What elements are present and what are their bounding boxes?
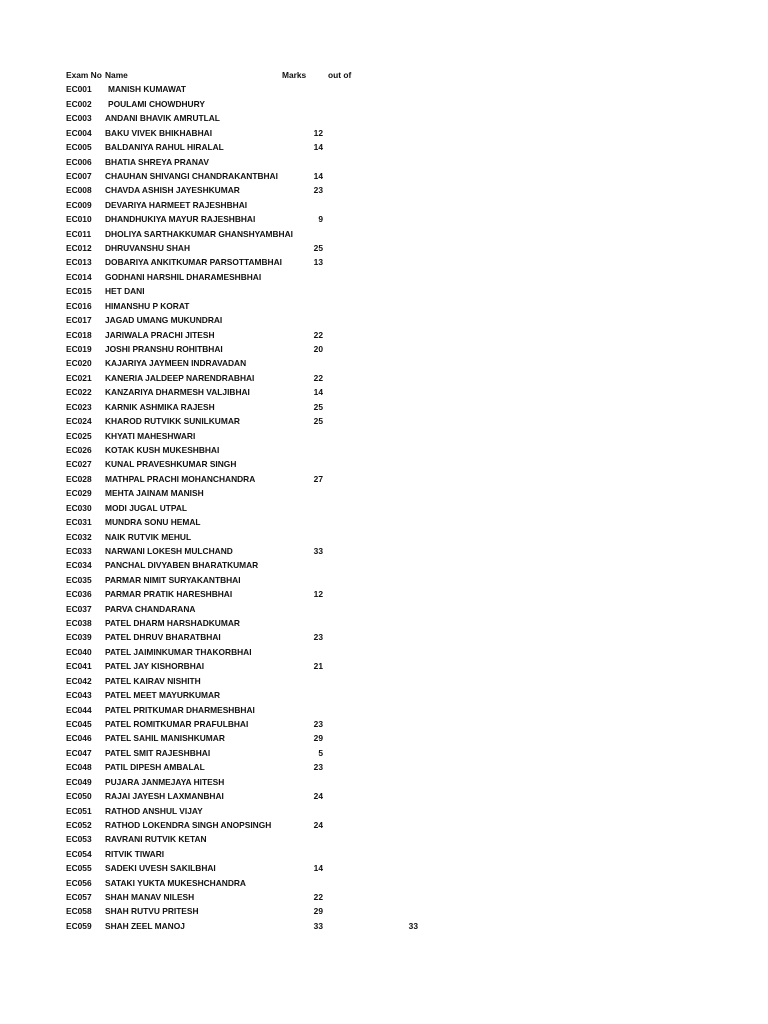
table-row xyxy=(0,385,768,399)
name-cell: PARMAR NIMIT SURYAKANTBHAI xyxy=(105,574,241,585)
name-cell: BALDANIYA RAHUL HIRALAL xyxy=(105,142,224,153)
name-cell: RAJAI JAYESH LAXMANBHAI xyxy=(105,791,224,802)
exam-no-cell: EC057 xyxy=(66,892,92,903)
name-cell: MANISH KUMAWAT xyxy=(108,84,187,95)
marks-cell: 29 xyxy=(313,733,323,744)
exam-no-cell: EC028 xyxy=(66,473,92,484)
name-cell: PATEL DHRUV BHARATBHAI xyxy=(105,632,221,643)
exam-no-cell: EC043 xyxy=(66,690,92,701)
exam-no-cell: EC012 xyxy=(66,243,92,254)
table-row xyxy=(0,342,768,356)
table-row xyxy=(0,155,768,169)
table-row xyxy=(0,630,768,644)
exam-no-cell: EC049 xyxy=(66,776,92,787)
exam-no-cell: EC041 xyxy=(66,661,92,672)
exam-no-cell: EC029 xyxy=(66,488,92,499)
table-row xyxy=(0,97,768,111)
name-cell: CHAVDA ASHISH JAYESHKUMAR xyxy=(105,185,240,196)
name-cell: PATEL PRITKUMAR DHARMESHBHAI xyxy=(105,704,255,715)
exam-no-cell: EC032 xyxy=(66,531,92,542)
header-exam-no: Exam No xyxy=(66,70,102,80)
marks-cell: 14 xyxy=(313,387,323,398)
marks-cell: 29 xyxy=(313,906,323,917)
name-cell: ANDANI BHAVIK AMRUTLAL xyxy=(105,113,220,124)
exam-no-cell: EC018 xyxy=(66,329,92,340)
table-row xyxy=(0,486,768,500)
table-row xyxy=(0,111,768,125)
table-row xyxy=(0,457,768,471)
marks-cell: 24 xyxy=(313,819,323,830)
marks-cell: 33 xyxy=(313,545,323,556)
exam-no-cell: EC024 xyxy=(66,416,92,427)
marks-cell: 14 xyxy=(313,142,323,153)
name-cell: DOBARIYA ANKITKUMAR PARSOTTAMBHAI xyxy=(105,257,282,268)
table-row xyxy=(0,558,768,572)
name-cell: PATIL DIPESH AMBALAL xyxy=(105,762,205,773)
name-cell: SHAH MANAV NILESH xyxy=(105,892,195,903)
table-row xyxy=(0,313,768,327)
name-cell: DHOLIYA SARTHAKKUMAR GHANSHYAMBHAI xyxy=(105,228,293,239)
name-cell: KARNIK ASHMIKA RAJESH xyxy=(105,401,215,412)
exam-no-cell: EC052 xyxy=(66,819,92,830)
name-cell: PATEL JAIMINKUMAR THAKORBHAI xyxy=(105,646,252,657)
table-row xyxy=(0,573,768,587)
exam-no-cell: EC056 xyxy=(66,877,92,888)
table-row xyxy=(0,703,768,717)
exam-no-cell: EC030 xyxy=(66,502,92,513)
exam-no-cell: EC027 xyxy=(66,459,92,470)
header-marks: Marks xyxy=(282,70,307,80)
marks-cell: 9 xyxy=(318,214,323,225)
table-row xyxy=(0,400,768,414)
exam-no-cell: EC055 xyxy=(66,863,92,874)
name-cell: PATEL DHARM HARSHADKUMAR xyxy=(105,618,240,629)
exam-no-cell: EC008 xyxy=(66,185,92,196)
marks-cell: 12 xyxy=(313,589,323,600)
marks-sheet xyxy=(0,68,768,933)
marks-cell: 22 xyxy=(313,329,323,340)
table-row xyxy=(0,861,768,875)
exam-no-cell: EC048 xyxy=(66,762,92,773)
name-cell: POULAMI CHOWDHURY xyxy=(108,98,205,109)
marks-cell: 12 xyxy=(313,127,323,138)
table-row xyxy=(0,371,768,385)
table-row xyxy=(0,429,768,443)
table-row xyxy=(0,183,768,197)
table-row xyxy=(0,126,768,140)
table-row xyxy=(0,890,768,904)
table-row xyxy=(0,530,768,544)
exam-no-cell: EC002 xyxy=(66,98,92,109)
table-row xyxy=(0,328,768,342)
exam-no-cell: EC040 xyxy=(66,646,92,657)
exam-no-cell: EC025 xyxy=(66,430,92,441)
exam-no-cell: EC016 xyxy=(66,300,92,311)
exam-no-cell: EC003 xyxy=(66,113,92,124)
exam-no-cell: EC031 xyxy=(66,517,92,528)
table-row xyxy=(0,674,768,688)
exam-no-cell: EC050 xyxy=(66,791,92,802)
table-row xyxy=(0,688,768,702)
table-row xyxy=(0,140,768,154)
exam-no-cell: EC044 xyxy=(66,704,92,715)
table-row xyxy=(0,241,768,255)
name-cell: SHAH ZEEL MANOJ xyxy=(105,920,185,931)
exam-no-cell: EC009 xyxy=(66,199,92,210)
exam-no-cell: EC037 xyxy=(66,603,92,614)
exam-no-cell: EC047 xyxy=(66,747,92,758)
name-cell: MATHPAL PRACHI MOHANCHANDRA xyxy=(105,473,256,484)
exam-no-cell: EC004 xyxy=(66,127,92,138)
table-row xyxy=(0,746,768,760)
table-row xyxy=(0,472,768,486)
out-of-cell: 33 xyxy=(408,920,418,931)
table-row xyxy=(0,717,768,731)
name-cell: KAJARIYA JAYMEEN INDRAVADAN xyxy=(105,358,247,369)
name-cell: SHAH RUTVU PRITESH xyxy=(105,906,199,917)
exam-no-cell: EC017 xyxy=(66,315,92,326)
exam-no-cell: EC019 xyxy=(66,344,92,355)
name-cell: RAVRANI RUTVIK KETAN xyxy=(105,834,207,845)
name-cell: DHRUVANSHU SHAH xyxy=(105,243,190,254)
marks-cell: 25 xyxy=(313,416,323,427)
table-row xyxy=(0,198,768,212)
exam-no-cell: EC051 xyxy=(66,805,92,816)
name-cell: NAIK RUTVIK MEHUL xyxy=(105,531,192,542)
exam-no-cell: EC058 xyxy=(66,906,92,917)
marks-cell: 5 xyxy=(318,747,323,758)
name-cell: RATHOD ANSHUL VIJAY xyxy=(105,805,203,816)
name-cell: MUNDRA SONU HEMAL xyxy=(105,517,201,528)
table-row xyxy=(0,602,768,616)
name-cell: PARVA CHANDARANA xyxy=(105,603,196,614)
name-cell: PATEL KAIRAV NISHITH xyxy=(105,675,201,686)
exam-no-cell: EC034 xyxy=(66,560,92,571)
exam-no-cell: EC033 xyxy=(66,545,92,556)
name-cell: CHAUHAN SHIVANGI CHANDRAKANTBHAI xyxy=(105,170,278,181)
header-name: Name xyxy=(105,70,128,80)
table-row xyxy=(0,659,768,673)
name-cell: SADEKI UVESH SAKILBHAI xyxy=(105,863,216,874)
exam-no-cell: EC010 xyxy=(66,214,92,225)
name-cell: DEVARIYA HARMEET RAJESHBHAI xyxy=(105,199,248,210)
exam-no-cell: EC039 xyxy=(66,632,92,643)
name-cell: MEHTA JAINAM MANISH xyxy=(105,488,204,499)
name-cell: MODI JUGAL UTPAL xyxy=(105,502,188,513)
name-cell: PUJARA JANMEJAYA HITESH xyxy=(105,776,225,787)
exam-no-cell: EC042 xyxy=(66,675,92,686)
table-row xyxy=(0,919,768,933)
name-cell: BAKU VIVEK BHIKHABHAI xyxy=(105,127,213,138)
table-row xyxy=(0,775,768,789)
exam-no-cell: EC053 xyxy=(66,834,92,845)
name-cell: PANCHAL DIVYABEN BHARATKUMAR xyxy=(105,560,259,571)
marks-cell: 24 xyxy=(313,791,323,802)
table-row xyxy=(0,284,768,298)
name-cell: KHYATI MAHESHWARI xyxy=(105,430,196,441)
table-row xyxy=(0,847,768,861)
exam-no-cell: EC036 xyxy=(66,589,92,600)
table-row xyxy=(0,255,768,269)
table-row xyxy=(0,904,768,918)
table-row xyxy=(0,789,768,803)
name-cell: KANERIA JALDEEP NARENDRABHAI xyxy=(105,372,255,383)
name-cell: KOTAK KUSH MUKESHBHAI xyxy=(105,444,220,455)
table-row xyxy=(0,832,768,846)
name-cell: JAGAD UMANG MUKUNDRAI xyxy=(105,315,223,326)
name-cell: JARIWALA PRACHI JITESH xyxy=(105,329,215,340)
name-cell: KHAROD RUTVIKK SUNILKUMAR xyxy=(105,416,240,427)
name-cell: BHATIA SHREYA PRANAV xyxy=(105,156,209,167)
marks-cell: 27 xyxy=(313,473,323,484)
name-cell: HIMANSHU P KORAT xyxy=(105,300,190,311)
name-cell: DHANDHUKIYA MAYUR RAJESHBHAI xyxy=(105,214,256,225)
name-cell: RATHOD LOKENDRA SINGH ANOPSINGH xyxy=(105,819,272,830)
exam-no-cell: EC035 xyxy=(66,574,92,585)
table-row xyxy=(0,443,768,457)
exam-no-cell: EC006 xyxy=(66,156,92,167)
table-row xyxy=(0,212,768,226)
name-cell: KANZARIYA DHARMESH VALJIBHAI xyxy=(105,387,250,398)
table-row xyxy=(0,82,768,96)
table-row xyxy=(0,414,768,428)
table-row xyxy=(0,270,768,284)
exam-no-cell: EC007 xyxy=(66,170,92,181)
name-cell: GODHANI HARSHIL DHARAMESHBHAI xyxy=(105,271,262,282)
exam-no-cell: EC054 xyxy=(66,848,92,859)
table-row xyxy=(0,876,768,890)
exam-no-cell: EC022 xyxy=(66,387,92,398)
exam-no-cell: EC045 xyxy=(66,718,92,729)
table-row xyxy=(0,501,768,515)
name-cell: PATEL MEET MAYURKUMAR xyxy=(105,690,221,701)
marks-cell: 21 xyxy=(313,661,323,672)
marks-cell: 23 xyxy=(313,185,323,196)
exam-no-cell: EC001 xyxy=(66,84,92,95)
exam-no-cell: EC014 xyxy=(66,271,92,282)
marks-cell: 25 xyxy=(313,401,323,412)
marks-cell: 23 xyxy=(313,718,323,729)
exam-no-cell: EC015 xyxy=(66,286,92,297)
table-row xyxy=(0,227,768,241)
name-cell: PATEL SAHIL MANISHKUMAR xyxy=(105,733,225,744)
table-body xyxy=(0,82,768,933)
exam-no-cell: EC023 xyxy=(66,401,92,412)
exam-no-cell: EC020 xyxy=(66,358,92,369)
name-cell: RITVIK TIWARI xyxy=(105,848,165,859)
marks-cell: 22 xyxy=(313,892,323,903)
name-cell: KUNAL PRAVESHKUMAR SINGH xyxy=(105,459,237,470)
marks-cell: 23 xyxy=(313,762,323,773)
table-row xyxy=(0,804,768,818)
table-row xyxy=(0,515,768,529)
marks-cell: 23 xyxy=(313,632,323,643)
table-row xyxy=(0,299,768,313)
header-row xyxy=(0,68,768,82)
marks-cell: 13 xyxy=(313,257,323,268)
name-cell: SATAKI YUKTA MUKESHCHANDRA xyxy=(105,877,246,888)
name-cell: PATEL SMIT RAJESHBHAI xyxy=(105,747,211,758)
name-cell: JOSHI PRANSHU ROHITBHAI xyxy=(105,344,223,355)
exam-no-cell: EC038 xyxy=(66,618,92,629)
header-out-of: out of xyxy=(328,70,352,80)
marks-cell: 33 xyxy=(313,920,323,931)
table-row xyxy=(0,760,768,774)
table-row xyxy=(0,645,768,659)
name-cell: PATEL JAY KISHORBHAI xyxy=(105,661,205,672)
marks-cell: 22 xyxy=(313,372,323,383)
name-cell: HET DANI xyxy=(105,286,145,297)
name-cell: PARMAR PRATIK HARESHBHAI xyxy=(105,589,233,600)
table-row xyxy=(0,356,768,370)
table-row xyxy=(0,818,768,832)
name-cell: NARWANI LOKESH MULCHAND xyxy=(105,545,233,556)
exam-no-cell: EC026 xyxy=(66,444,92,455)
exam-no-cell: EC021 xyxy=(66,372,92,383)
marks-cell: 14 xyxy=(313,863,323,874)
marks-cell: 25 xyxy=(313,243,323,254)
exam-no-cell: EC059 xyxy=(66,920,92,931)
table-row xyxy=(0,169,768,183)
exam-no-cell: EC046 xyxy=(66,733,92,744)
table-row xyxy=(0,616,768,630)
name-cell: PATEL ROMITKUMAR PRAFULBHAI xyxy=(105,718,249,729)
exam-no-cell: EC005 xyxy=(66,142,92,153)
marks-cell: 20 xyxy=(313,344,323,355)
exam-no-cell: EC013 xyxy=(66,257,92,268)
table-row xyxy=(0,731,768,745)
marks-cell: 14 xyxy=(313,170,323,181)
exam-no-cell: EC011 xyxy=(66,228,92,239)
table-row xyxy=(0,587,768,601)
table-row xyxy=(0,544,768,558)
